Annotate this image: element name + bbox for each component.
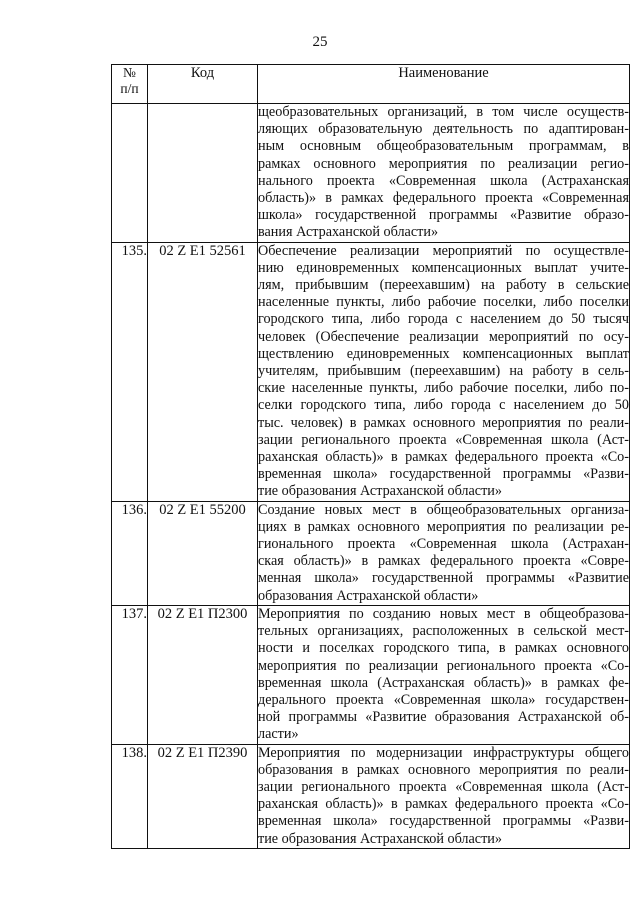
name-text-line: населенные пункты, либо рабочие поселки, либо поселки <box>258 294 629 311</box>
row-name <box>258 605 630 744</box>
name-text-line: образования Астраханской области» <box>258 587 479 604</box>
name-text-line: ным основным общеобразовательным программам, в <box>258 138 629 155</box>
header-number <box>112 65 148 104</box>
name-text-line: нального проекта «Современная школа (Астраханская <box>258 172 629 189</box>
row-code: 02 Z E1 П2390 <box>148 744 258 848</box>
row-name <box>258 744 630 848</box>
row-name <box>258 242 630 501</box>
name-text-line: зации регионального проекта «Современная школа (Аст- <box>258 778 629 795</box>
budget-classification-table <box>111 64 630 849</box>
name-text-line: Мероприятия по созданию новых мест в общеобразова- <box>258 605 629 622</box>
row-code <box>148 104 258 243</box>
header-number-abbr: п/п <box>120 81 139 96</box>
name-text-line: школа» государственной программы «Развитие образо- <box>258 207 629 224</box>
row-number: 135. <box>112 242 148 501</box>
name-text-line: ские населенные пункты, либо рабочие поселки, либо по- <box>258 380 629 397</box>
name-text-line: временная школа» государственной программы «Разви- <box>258 466 629 483</box>
name-text-line: рамках основного мероприятия по реализации регио- <box>258 155 629 172</box>
name-text-line: область)» в рамках федерального проекта «Современная <box>258 190 629 207</box>
name-text-line: тельных организациях, расположенных в сельской мест- <box>258 623 629 640</box>
name-text-line: раханская область)» в рамках федерального проекта «Со- <box>258 796 629 813</box>
name-text-line: раханская область)» в рамках федерального проекта «Со- <box>258 449 629 466</box>
row-number: 136. <box>112 501 148 605</box>
row-name <box>258 104 630 243</box>
name-text-line: учителям, прибывшим (переехавшим) на работу в сель- <box>258 363 629 380</box>
name-text-line: ласти» <box>258 726 299 743</box>
name-text-line: дерального проекта «Современная школа» государствен- <box>258 691 629 708</box>
name-text-line: менная школа» государственной программы «Развитие <box>258 570 629 587</box>
row-code: 02 Z E1 П2300 <box>148 605 258 744</box>
name-text-line: временная школа (Астраханская область)» в рамках фе- <box>258 674 629 691</box>
name-text-line: ществлению единовременных компенсационных выплат <box>258 345 629 362</box>
table-row <box>112 605 630 744</box>
name-text-line: циях в рамках основного мероприятия по реализации ре- <box>258 518 629 535</box>
name-text-line: тыс. человек) в рамках основного мероприятия по реали- <box>258 414 629 431</box>
page-number: 25 <box>312 34 328 50</box>
row-number <box>112 104 148 243</box>
row-code: 02 Z E1 52561 <box>148 242 258 501</box>
name-text-line: щеобразовательных организаций, в том числе осуществ- <box>258 104 629 120</box>
name-text-line: временная школа» государственной программы «Разви- <box>258 813 629 830</box>
name-text-line: гионального проекта «Современная школа (Астрахан- <box>258 536 629 553</box>
table-row <box>112 104 630 243</box>
name-text-line: человек (Обеспечение реализации мероприятий по осу- <box>258 328 629 345</box>
name-text-line: ной программы «Развитие образования Астраханской об- <box>258 709 629 726</box>
name-text-line: вания Астраханской области» <box>258 224 439 241</box>
name-text-line: мероприятия по реализации регионального проекта «Со- <box>258 657 629 674</box>
name-text-line: Создание новых мест в общеобразовательных организа- <box>258 501 629 518</box>
name-text-line: Обеспечение реализации мероприятий по осуществле- <box>258 242 629 259</box>
row-name <box>258 501 630 605</box>
row-number: 137. <box>112 605 148 744</box>
name-text-line: ляющих образовательную деятельность по адаптирован- <box>258 121 629 138</box>
name-text-line: тие образования Астраханской области» <box>258 483 502 500</box>
table-row <box>112 744 630 848</box>
name-text-line: городского типа, либо города с населением до 50 тысяч <box>258 311 629 328</box>
header-number-sign: № <box>123 65 136 80</box>
table-header-row <box>112 65 630 104</box>
name-text-line: Мероприятия по модернизации инфраструктуры общего <box>258 744 629 761</box>
name-text-line: зации регионального проекта «Современная школа (Аст- <box>258 431 629 448</box>
name-text-line: нию единовременных компенсационных выплат учите- <box>258 259 629 276</box>
table-row <box>112 242 630 501</box>
row-number: 138. <box>112 744 148 848</box>
header-name: Наименование <box>258 65 630 104</box>
row-code: 02 Z E1 55200 <box>148 501 258 605</box>
table-row <box>112 501 630 605</box>
header-code: Код <box>148 65 258 104</box>
name-text-line: тие образования Астраханской области» <box>258 830 502 847</box>
name-text-line: ская область)» в рамках федерального проекта «Совре- <box>258 553 629 570</box>
name-text-line: селки городского типа, либо города с населением до 50 <box>258 397 629 414</box>
name-text-line: ности и поселках городского типа, в рамках основного <box>258 640 629 657</box>
name-text-line: образования в рамках основного мероприятия по реали- <box>258 761 629 778</box>
name-text-line: лям, прибывшим (переехавшим) на работу в сельские <box>258 277 629 294</box>
